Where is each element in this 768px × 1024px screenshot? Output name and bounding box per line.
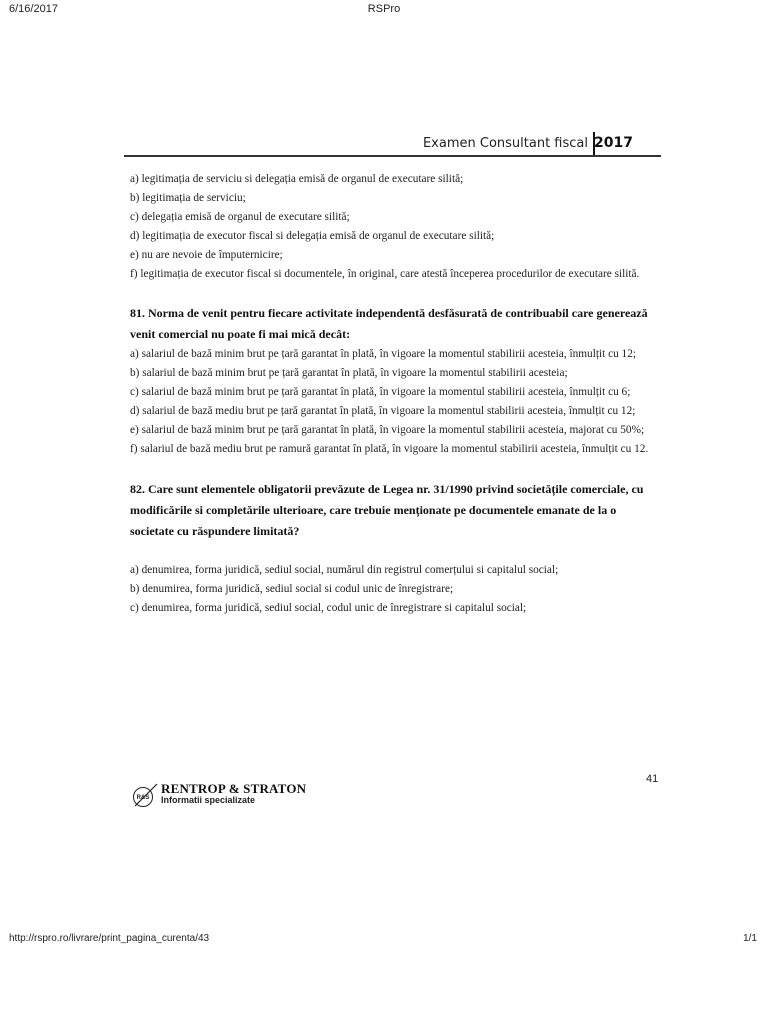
print-page-count: 1/1 xyxy=(743,933,757,944)
spacer xyxy=(130,459,656,479)
option-item: f) salariul de bază mediu brut pe ramură garantat în plată, în vigoare la momentul stabilirii acesteia, înmulțit cu 12. xyxy=(130,443,649,455)
option-item: d) legitimația de executor fiscal si delegația emisă de organul de executare silită; xyxy=(130,230,495,242)
option-item: f) legitimația de executor fiscal si documentele, în original, care atestă începerea procedurilor de executare silită. xyxy=(130,268,640,280)
header-rule xyxy=(124,155,661,157)
publisher-logo xyxy=(130,781,330,811)
spacer xyxy=(130,284,656,303)
spacer xyxy=(130,542,656,561)
publisher-tagline: Informatii specializate xyxy=(161,795,256,805)
option-item: a) salariul de bază minim brut pe țară garantat în plată, în vigoare la momentul stabilirii acesteia, înmulțit cu 12; xyxy=(130,348,636,360)
rs-logo-icon xyxy=(130,781,160,811)
question-82-title: 82. Care sunt elementele obligatorii prevăzute de Legea nr. 31/1990 privind societățile comerciale, cu modificările si completările ulterioare, care trebuie menționate pe documentele emanate de la o societate cu răspundere limitată? xyxy=(130,482,644,538)
print-url: http://rspro.ro/livrare/print_pagina_curenta/43 xyxy=(9,933,210,944)
option-item: b) salariul de bază minim brut pe țară garantat în plată, în vigoare la momentul stabilirii acesteia; xyxy=(130,367,568,379)
option-item: b) denumirea, forma juridică, sediul social si codul unic de înregistrare; xyxy=(130,583,454,595)
print-date: 6/16/2017 xyxy=(9,3,58,15)
option-item: c) delegația emisă de organul de executare silită; xyxy=(130,211,350,223)
document-body xyxy=(130,170,656,618)
question-81-title: 81. Norma de venit pentru fiecare activitate independentă desfăsurată de contribuabil care generează venit comercial nu poate fi mai mică decât: xyxy=(130,306,648,341)
option-item: e) nu are nevoie de împuternicire; xyxy=(130,249,283,261)
option-item: c) salariul de bază minim brut pe țară garantat în plată, în vigoare la momentul stabilirii acesteia, înmulțit cu 6; xyxy=(130,386,631,398)
exam-year: 2017 xyxy=(594,135,633,151)
page-number: 41 xyxy=(646,773,659,785)
exam-header xyxy=(124,135,661,157)
option-item: b) legitimația de serviciu; xyxy=(130,192,246,204)
exam-title: Examen Consultant fiscal xyxy=(422,136,588,151)
option-item: e) salariul de bază minim brut pe țară garantat în plată, în vigoare la momentul stabilirii acesteia, majorat cu 50%; xyxy=(130,424,645,436)
publisher-name: RENTROP & STRATON xyxy=(161,781,307,796)
svg-text:R&S: R&S xyxy=(136,795,150,801)
option-item: c) denumirea, forma juridică, sediul social, codul unic de înregistrare si capitalul social; xyxy=(130,602,527,614)
option-item: a) denumirea, forma juridică, sediul social, numărul din registrul comerțului si capitalul social; xyxy=(130,564,559,576)
option-item: a) legitimația de serviciu si delegația emisă de organul de executare silită; xyxy=(130,173,464,185)
option-item: d) salariul de bază mediu brut pe țară garantat în plată, în vigoare la momentul stabilirii acesteia, înmulțit cu 12; xyxy=(130,405,636,417)
print-title: RSPro xyxy=(367,3,401,15)
